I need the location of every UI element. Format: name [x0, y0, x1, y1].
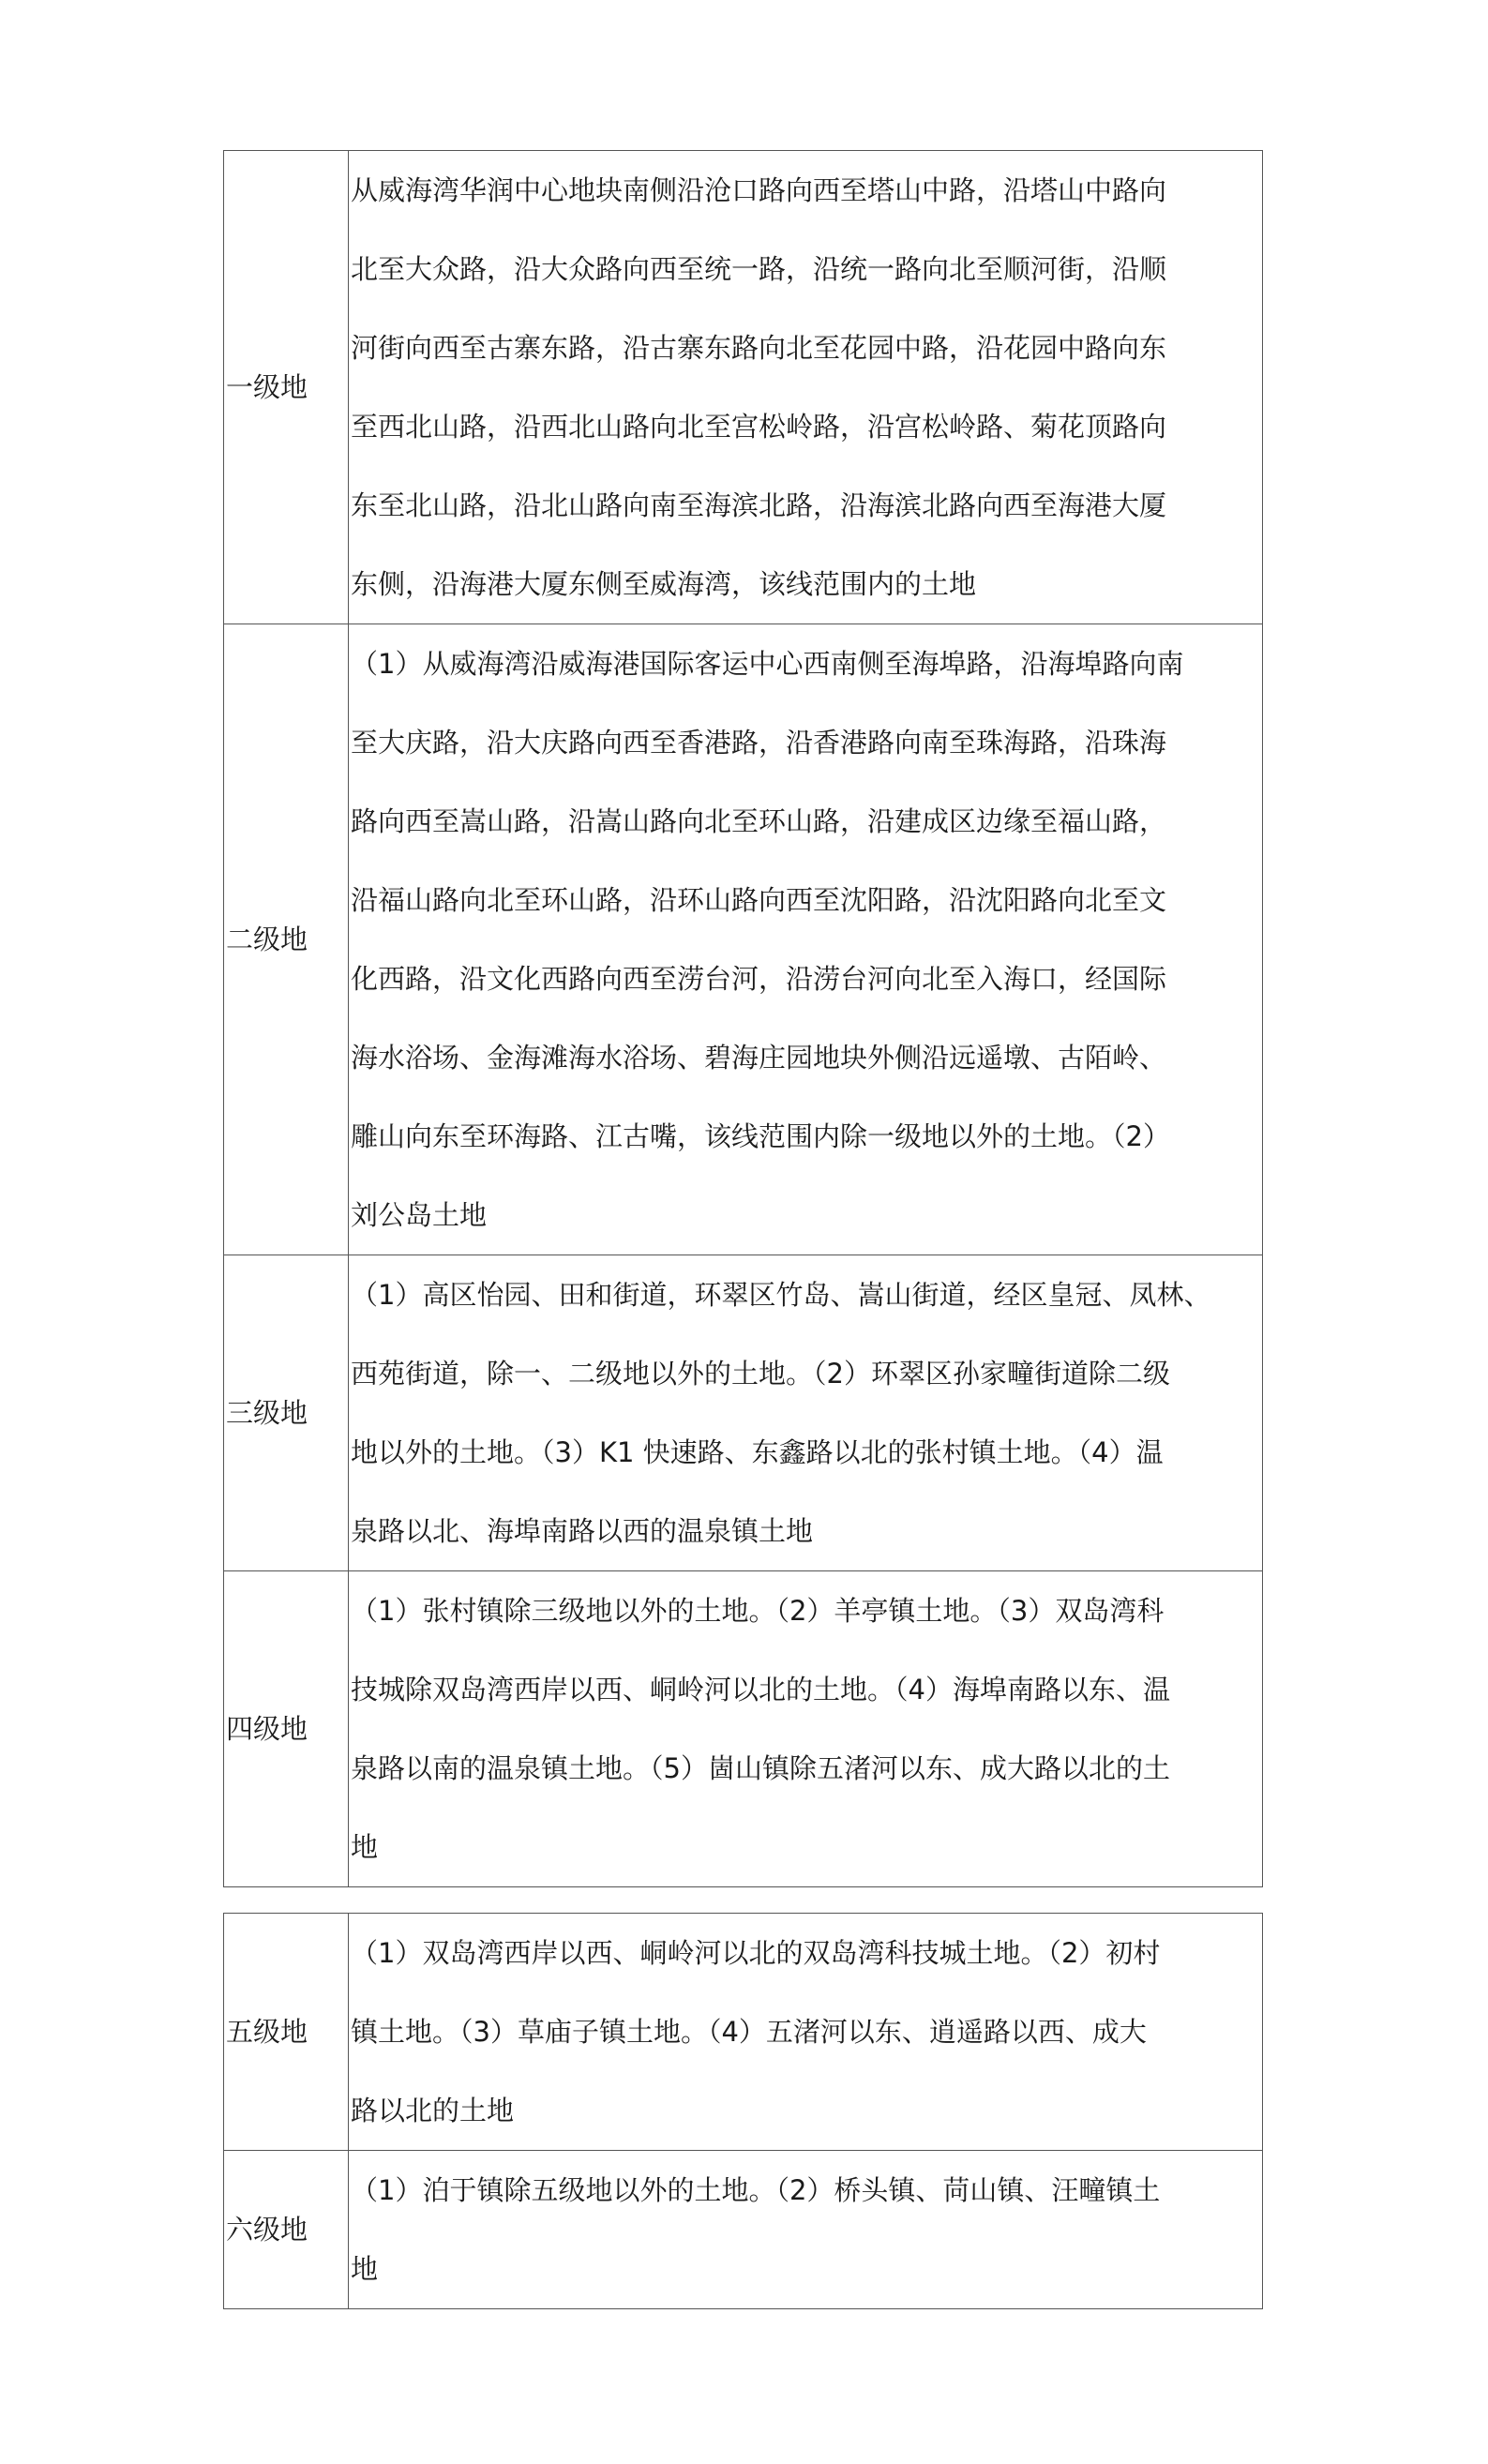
description-line: 技城除双岛湾西岸以西、峒岭河以北的土地。（4）海埠南路以东、温: [351, 1674, 1170, 1705]
table-row: [224, 1571, 1263, 1887]
land-grade-table-1: [223, 150, 1263, 1887]
table-row: [224, 2151, 1263, 2309]
table-2-body: [224, 1914, 1263, 2309]
land-grade-description: [349, 624, 1263, 1255]
table-row: [224, 151, 1263, 624]
land-grade-label: 三级地: [224, 1255, 349, 1571]
description-line: 河街向西至古寨东路，沿古寨东路向北至花园中路，沿花园中路向东: [351, 332, 1167, 364]
description-line: （1）张村镇除三级地以外的土地。（2）羊亭镇土地。（3）双岛湾科: [351, 1595, 1165, 1627]
description-line: （1）高区怡园、田和街道，环翠区竹岛、嵩山街道，经区皇冠、凤林、: [351, 1279, 1211, 1311]
land-grade-label: 六级地: [224, 2151, 349, 2309]
description-line: 东侧，沿海港大厦东侧至威海湾，该线范围内的土地: [351, 568, 977, 600]
description-line: 化西路，沿文化西路向西至涝台河，沿涝台河向北至入海口，经国际: [351, 963, 1167, 995]
land-grade-label: 五级地: [224, 1914, 349, 2151]
description-line: 地以外的土地。（3）K1 快速路、东鑫路以北的张村镇土地。（4）温: [351, 1436, 1164, 1468]
table-1-body: [224, 151, 1263, 1887]
description-line: 地: [351, 2253, 379, 2285]
land-grade-description: [349, 1914, 1263, 2151]
land-grade-label: 二级地: [224, 624, 349, 1255]
description-line: 地: [351, 1831, 379, 1863]
land-grade-description: [349, 2151, 1263, 2309]
description-line: 刘公岛土地: [351, 1199, 488, 1231]
description-line: 路向西至嵩山路，沿嵩山路向北至环山路，沿建成区边缘至福山路，: [351, 805, 1167, 837]
land-grade-description: [349, 1255, 1263, 1571]
description-line: 镇土地。（3）草庙子镇土地。（4）五渚河以东、逍遥路以西、成大: [351, 2016, 1147, 2048]
table-row: [224, 624, 1263, 1255]
land-grade-description: [349, 1571, 1263, 1887]
description-line: 泉路以北、海埠南路以西的温泉镇土地: [351, 1515, 814, 1547]
description-line: 西苑街道，除一、二级地以外的土地。（2）环翠区孙家疃街道除二级: [351, 1358, 1170, 1390]
land-grade-table-2: [223, 1913, 1263, 2309]
land-grade-description: [349, 151, 1263, 624]
description-line: 泉路以南的温泉镇土地。（5）崮山镇除五渚河以东、成大路以北的土: [351, 1752, 1170, 1784]
description-line: 沿福山路向北至环山路，沿环山路向西至沈阳路，沿沈阳路向北至文: [351, 884, 1167, 916]
description-line: 北至大众路，沿大众路向西至统一路，沿统一路向北至顺河街，沿顺: [351, 253, 1167, 285]
description-line: 路以北的土地: [351, 2095, 515, 2126]
table-row: [224, 1914, 1263, 2151]
description-line: （1）从威海湾沿威海港国际客运中心西南侧至海埠路，沿海埠路向南: [351, 648, 1184, 680]
table-row: [224, 1255, 1263, 1571]
land-grade-label: 一级地: [224, 151, 349, 624]
description-line: 至大庆路，沿大庆路向西至香港路，沿香港路向南至珠海路，沿珠海: [351, 727, 1167, 759]
land-grade-label: 四级地: [224, 1571, 349, 1887]
description-line: 海水浴场、金海滩海水浴场、碧海庄园地块外侧沿远遥墩、古陌岭、: [351, 1042, 1167, 1074]
description-line: 从威海湾华润中心地块南侧沿沧口路向西至塔山中路，沿塔山中路向: [351, 174, 1167, 206]
description-line: （1）泊于镇除五级地以外的土地。（2）桥头镇、苘山镇、汪疃镇土: [351, 2174, 1161, 2206]
description-line: 至西北山路，沿西北山路向北至宫松岭路，沿宫松岭路、菊花顶路向: [351, 411, 1167, 443]
description-line: 东至北山路，沿北山路向南至海滨北路，沿海滨北路向西至海港大厦: [351, 489, 1167, 521]
description-line: 雕山向东至环海路、江古嘴，该线范围内除一级地以外的土地。（2）: [351, 1120, 1170, 1152]
description-line: （1）双岛湾西岸以西、峒岭河以北的双岛湾科技城土地。（2）初村: [351, 1937, 1161, 1969]
